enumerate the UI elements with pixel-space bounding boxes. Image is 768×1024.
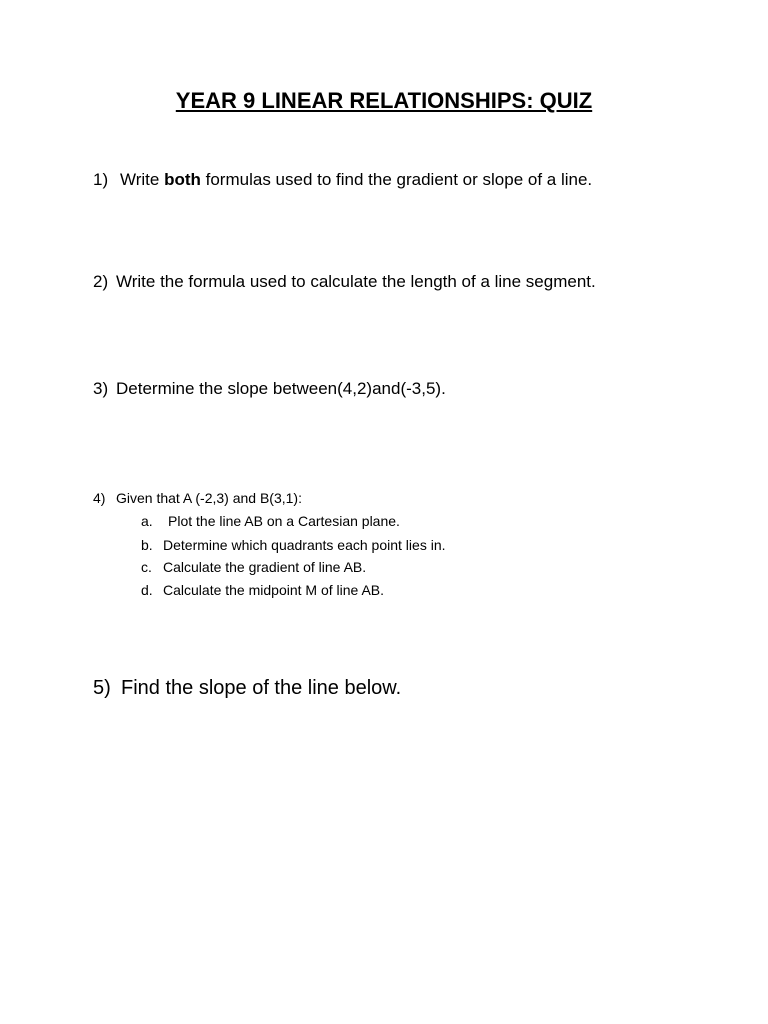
part-letter: b. (141, 537, 153, 553)
question-number: 5) (93, 677, 111, 699)
question-number: 4) (93, 490, 106, 506)
question-emphasis: both (164, 170, 201, 189)
question-4-part-d (141, 582, 384, 598)
question-4-part-a (141, 513, 400, 529)
part-letter: d. (141, 582, 153, 598)
part-letter: a. (141, 513, 153, 529)
question-text: Write the formula used to calculate the length of a line segment. (116, 272, 596, 291)
question-5 (93, 677, 401, 700)
question-number: 1) (93, 170, 109, 189)
question-text-start: Write (120, 170, 165, 189)
page-title: YEAR 9 LINEAR RELATIONSHIPS: QUIZ (175, 88, 593, 113)
question-2 (93, 272, 596, 292)
question-text: Find the slope of the line below. (121, 677, 402, 699)
question-3 (93, 379, 446, 399)
question-text-end: formulas used to find the gradient or slope of a line. (200, 170, 593, 189)
question-4-part-c (141, 559, 366, 575)
part-text: Plot the line AB on a Cartesian plane. (168, 513, 400, 529)
question-4-part-b (141, 537, 446, 553)
question-number: 3) (93, 379, 109, 398)
question-1 (93, 170, 592, 190)
part-text: Determine which quadrants each point lies in. (163, 537, 446, 553)
question-4 (93, 490, 302, 506)
part-letter: c. (141, 559, 152, 575)
question-text: Determine the slope between(4,2)and(-3,5). (116, 379, 446, 398)
part-text: Calculate the midpoint M of line AB. (163, 582, 385, 598)
question-number: 2) (93, 272, 109, 291)
part-text: Calculate the gradient of line AB. (163, 559, 367, 575)
question-text: Given that A (-2,3) and B(3,1): (116, 490, 302, 506)
